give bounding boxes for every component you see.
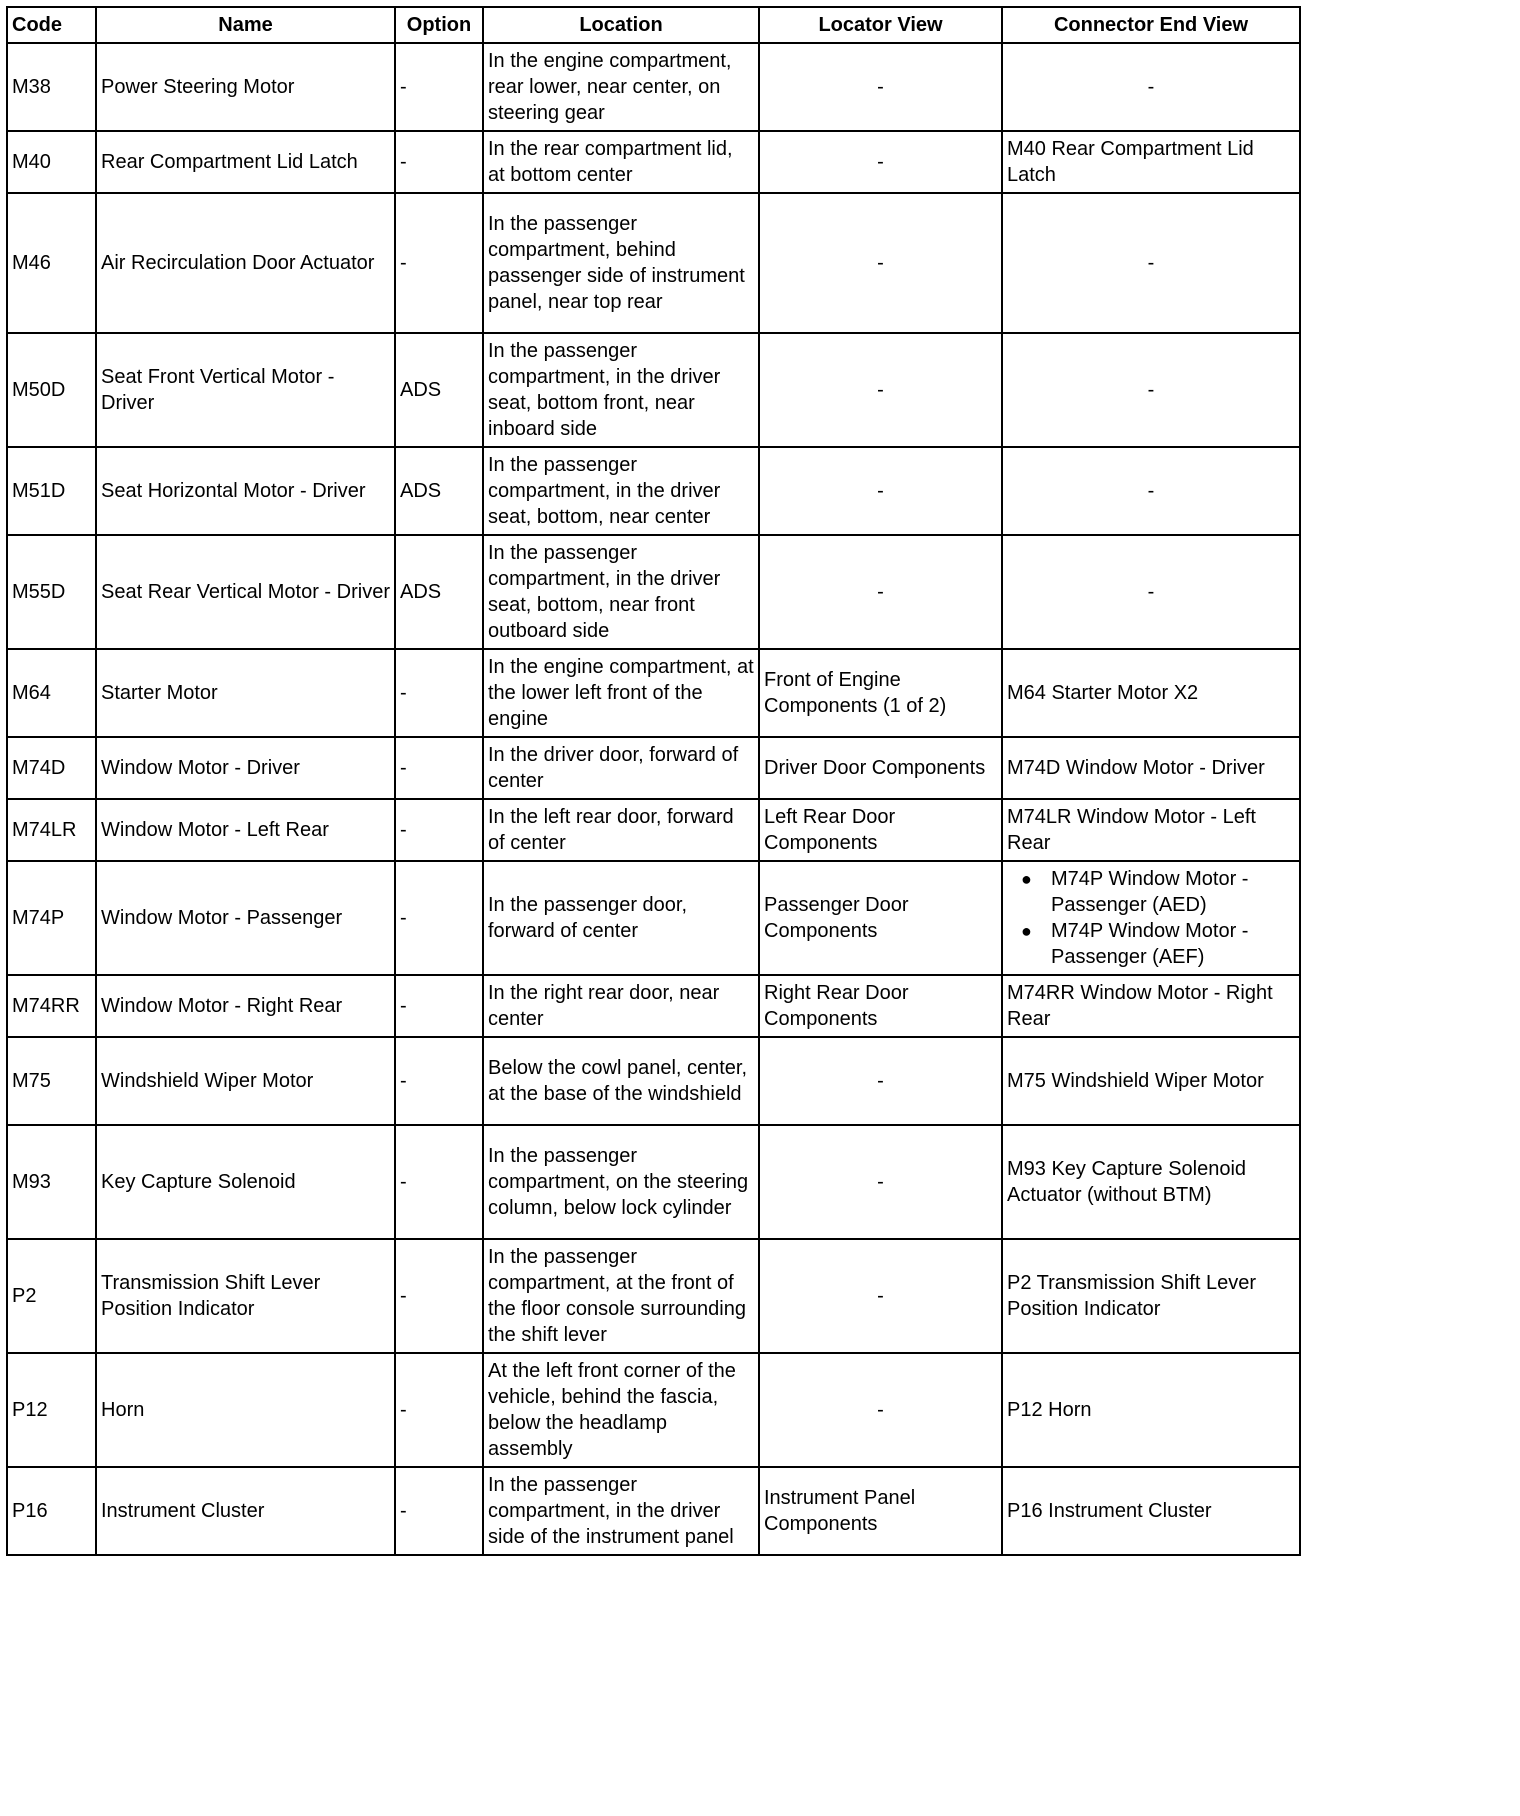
- cell-connector-end-view: -: [1002, 43, 1300, 131]
- cell-name: Rear Compartment Lid Latch: [96, 131, 395, 193]
- cell-name: Transmission Shift Lever Position Indicator: [96, 1239, 395, 1353]
- header-location: Location: [483, 7, 759, 43]
- cell-option: -: [395, 43, 483, 131]
- cell-location: Below the cowl panel, center, at the base of the windshield: [483, 1037, 759, 1125]
- cell-location: In the right rear door, near center: [483, 975, 759, 1037]
- cell-location: In the passenger compartment, in the driver seat, bottom front, near inboard side: [483, 333, 759, 447]
- cell-code: M51D: [7, 447, 96, 535]
- cell-option: -: [395, 1353, 483, 1467]
- header-code: Code: [7, 7, 96, 43]
- cell-option: -: [395, 1467, 483, 1555]
- cell-code: M38: [7, 43, 96, 131]
- cell-code: M55D: [7, 535, 96, 649]
- connector-view-list: [1007, 866, 1295, 970]
- cell-connector-end-view: M74D Window Motor - Driver: [1002, 737, 1300, 799]
- cell-option: -: [395, 861, 483, 975]
- cell-location: In the engine compartment, rear lower, near center, on steering gear: [483, 43, 759, 131]
- cell-option: -: [395, 1125, 483, 1239]
- cell-option: -: [395, 131, 483, 193]
- cell-option: -: [395, 799, 483, 861]
- cell-locator-view: -: [759, 333, 1002, 447]
- connector-view-item: ● M74P Window Motor - Passenger (AEF): [1051, 918, 1295, 970]
- table-row: [7, 1467, 1300, 1555]
- cell-option: -: [395, 737, 483, 799]
- cell-option: ADS: [395, 333, 483, 447]
- cell-connector-end-view: P2 Transmission Shift Lever Position Indicator: [1002, 1239, 1300, 1353]
- cell-location: In the passenger compartment, on the steering column, below lock cylinder: [483, 1125, 759, 1239]
- cell-name: Window Motor - Left Rear: [96, 799, 395, 861]
- table-body: [7, 43, 1300, 1555]
- cell-option: -: [395, 975, 483, 1037]
- table-row: [7, 799, 1300, 861]
- cell-connector-end-view: -: [1002, 333, 1300, 447]
- table-row: [7, 447, 1300, 535]
- cell-location: In the passenger compartment, in the driver side of the instrument panel: [483, 1467, 759, 1555]
- cell-code: M74RR: [7, 975, 96, 1037]
- table-row: [7, 333, 1300, 447]
- cell-name: Window Motor - Driver: [96, 737, 395, 799]
- cell-location: In the rear compartment lid, at bottom center: [483, 131, 759, 193]
- table-row: [7, 649, 1300, 737]
- table-row: [7, 1239, 1300, 1353]
- table-header: [7, 7, 1300, 43]
- cell-connector-end-view: M93 Key Capture Solenoid Actuator (without BTM): [1002, 1125, 1300, 1239]
- component-locator-table: [6, 6, 1301, 1556]
- cell-option: -: [395, 193, 483, 333]
- cell-name: Windshield Wiper Motor: [96, 1037, 395, 1125]
- cell-name: Horn: [96, 1353, 395, 1467]
- cell-name: Window Motor - Right Rear: [96, 975, 395, 1037]
- table-row: [7, 43, 1300, 131]
- cell-locator-view: -: [759, 43, 1002, 131]
- cell-name: Window Motor - Passenger: [96, 861, 395, 975]
- cell-name: Air Recirculation Door Actuator: [96, 193, 395, 333]
- cell-name: Key Capture Solenoid: [96, 1125, 395, 1239]
- table-row: [7, 737, 1300, 799]
- cell-location: In the passenger compartment, in the driver seat, bottom, near front outboard side: [483, 535, 759, 649]
- table-row: [7, 131, 1300, 193]
- table-row: [7, 861, 1300, 975]
- cell-locator-view: -: [759, 1353, 1002, 1467]
- cell-name: Seat Rear Vertical Motor - Driver: [96, 535, 395, 649]
- cell-option: ADS: [395, 447, 483, 535]
- cell-code: M40: [7, 131, 96, 193]
- cell-name: Starter Motor: [96, 649, 395, 737]
- cell-connector-end-view: P16 Instrument Cluster: [1002, 1467, 1300, 1555]
- cell-locator-view: Passenger Door Components: [759, 861, 1002, 975]
- table-row: [7, 975, 1300, 1037]
- cell-code: P16: [7, 1467, 96, 1555]
- cell-code: M74LR: [7, 799, 96, 861]
- cell-location: In the passenger compartment, in the driver seat, bottom, near center: [483, 447, 759, 535]
- table-row: [7, 1125, 1300, 1239]
- cell-code: M50D: [7, 333, 96, 447]
- cell-option: -: [395, 1037, 483, 1125]
- cell-location: In the driver door, forward of center: [483, 737, 759, 799]
- cell-locator-view: -: [759, 447, 1002, 535]
- cell-code: M46: [7, 193, 96, 333]
- cell-location: In the passenger compartment, at the front of the floor console surrounding the shift lever: [483, 1239, 759, 1353]
- cell-connector-end-view: -: [1002, 447, 1300, 535]
- cell-locator-view: Instrument Panel Components: [759, 1467, 1002, 1555]
- cell-code: M64: [7, 649, 96, 737]
- cell-connector-end-view: M74RR Window Motor - Right Rear: [1002, 975, 1300, 1037]
- cell-locator-view: -: [759, 1239, 1002, 1353]
- header-row: [7, 7, 1300, 43]
- cell-location: At the left front corner of the vehicle, behind the fascia, below the headlamp assembly: [483, 1353, 759, 1467]
- cell-locator-view: -: [759, 193, 1002, 333]
- header-name: Name: [96, 7, 395, 43]
- table-row: [7, 535, 1300, 649]
- cell-connector-end-view: -: [1002, 193, 1300, 333]
- cell-location: In the left rear door, forward of center: [483, 799, 759, 861]
- cell-connector-end-view: [1002, 861, 1300, 975]
- cell-connector-end-view: -: [1002, 535, 1300, 649]
- cell-location: In the engine compartment, at the lower left front of the engine: [483, 649, 759, 737]
- header-option: Option: [395, 7, 483, 43]
- cell-option: -: [395, 649, 483, 737]
- connector-view-item: ● M74P Window Motor - Passenger (AED): [1051, 866, 1295, 918]
- cell-locator-view: Right Rear Door Components: [759, 975, 1002, 1037]
- cell-locator-view: Driver Door Components: [759, 737, 1002, 799]
- cell-connector-end-view: M64 Starter Motor X2: [1002, 649, 1300, 737]
- table-row: [7, 1037, 1300, 1125]
- cell-locator-view: -: [759, 1125, 1002, 1239]
- cell-locator-view: Front of Engine Components (1 of 2): [759, 649, 1002, 737]
- cell-code: P2: [7, 1239, 96, 1353]
- cell-locator-view: Left Rear Door Components: [759, 799, 1002, 861]
- cell-code: M75: [7, 1037, 96, 1125]
- cell-code: M93: [7, 1125, 96, 1239]
- cell-connector-end-view: M74LR Window Motor - Left Rear: [1002, 799, 1300, 861]
- cell-location: In the passenger door, forward of center: [483, 861, 759, 975]
- cell-code: P12: [7, 1353, 96, 1467]
- cell-locator-view: -: [759, 535, 1002, 649]
- header-locator-view: Locator View: [759, 7, 1002, 43]
- cell-name: Seat Front Vertical Motor - Driver: [96, 333, 395, 447]
- table-row: [7, 193, 1300, 333]
- cell-connector-end-view: P12 Horn: [1002, 1353, 1300, 1467]
- cell-connector-end-view: M75 Windshield Wiper Motor: [1002, 1037, 1300, 1125]
- cell-code: M74D: [7, 737, 96, 799]
- cell-name: Instrument Cluster: [96, 1467, 395, 1555]
- cell-name: Power Steering Motor: [96, 43, 395, 131]
- cell-locator-view: -: [759, 131, 1002, 193]
- cell-name: Seat Horizontal Motor - Driver: [96, 447, 395, 535]
- cell-option: ADS: [395, 535, 483, 649]
- cell-locator-view: -: [759, 1037, 1002, 1125]
- table-row: [7, 1353, 1300, 1467]
- header-connector-end-view: Connector End View: [1002, 7, 1300, 43]
- cell-connector-end-view: M40 Rear Compartment Lid Latch: [1002, 131, 1300, 193]
- cell-location: In the passenger compartment, behind passenger side of instrument panel, near top rear: [483, 193, 759, 333]
- cell-option: -: [395, 1239, 483, 1353]
- cell-code: M74P: [7, 861, 96, 975]
